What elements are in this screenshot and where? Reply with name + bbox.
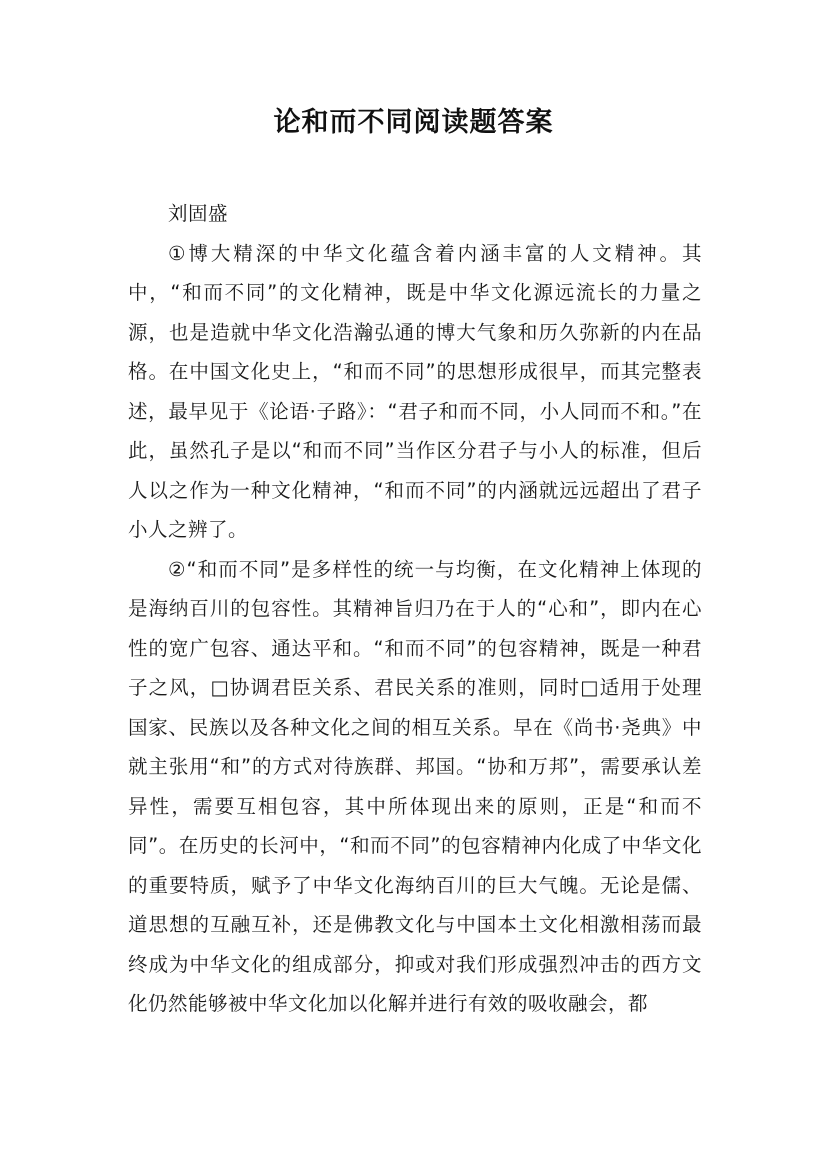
document-title: 论和而不同阅读题答案	[273, 107, 554, 138]
paragraph-1: ①博大精深的中华文化蕴含着内涵丰富的人文精神。其中，“和而不同”的文化精神，既是中华文化源远流长的力量之源，也是造就中华文化浩瀚弘通的博大气象和历久弥新的内在品格。在中国文化史上，“和而不同”的思想形成很早，而其完整表述，最早见于《论语·子路》：“君子和而不同，小人同而不和。”在此，虽然孔子是以“和而不同”当作区分君子与小人的标准，但后人以之作为一种文化精神，“和而不同”的内涵就远远超出了君子小人之辨了。	[128, 241, 702, 541]
document-body	[128, 194, 702, 1024]
author-name: 刘固盛	[168, 202, 229, 225]
paragraph-2: ②“和而不同”是多样性的统一与均衡，在文化精神上体现的是海纳百川的包容性。其精神旨归乃在于人的“心和”，即内在心性的宽广包容、通达平和。“和而不同”的包容精神，既是一种君子之风，□协调君臣关系、君民关系的准则，同时□适用于处理国家、民族以及各种文化之间的相互关系。早在《尚书·尧典》中就主张用“和”的方式对待族群、邦国。“协和万邦”，需要承认差异性，需要互相包容，其中所体现出来的原则，正是“和而不同”。在历史的长河中，“和而不同”的包容精神内化成了中华文化的重要特质，赋予了中华文化海纳百川的巨大气魄。无论是儒、道思想的互融互补，还是佛教文化与中国本土文化相激相荡而最终成为中华文化的组成部分，抑或对我们形成强烈冲击的西方文化仍然能够被中华文化加以化解并进行有效的吸收融会，都	[128, 557, 702, 1015]
